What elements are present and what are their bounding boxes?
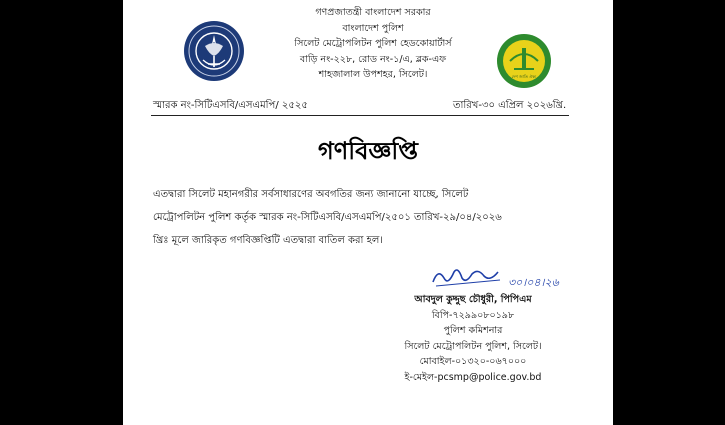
letterhead-header	[263, 5, 483, 83]
header-line-area: শাহজালাল উপশহর, সিলেট।	[318, 69, 428, 80]
header-line-address: বাড়ি নং-২২৮, রোড নং-১/এ, ব্লক-এফ	[299, 53, 447, 65]
handwritten-signature	[428, 262, 578, 292]
signature-date: ৩০।০৪।২৬	[508, 276, 559, 289]
signatory-office: সিলেট মেট্রোপলিটন পুলিশ, সিলেট।	[404, 340, 542, 352]
signatory-designation: পুলিশ কমিশনার	[443, 325, 503, 336]
signatory-name: আবদুল কুদ্দুছ চৌধুরী, পিপিএম	[414, 294, 532, 305]
notice-title: গণবিজ্ঞপ্তি	[317, 137, 419, 165]
header-line-police: বাংলাদেশ পুলিশ	[342, 22, 404, 34]
notice-body	[153, 183, 571, 252]
signatory-bp: বিপি-৭২৯৯০৮০১৯৮	[431, 309, 515, 321]
header-line-hq: সিলেট মেট্রোপলিটন পুলিশ হেডকোয়ার্টার্স	[294, 38, 452, 49]
bangladesh-police-logo	[183, 20, 245, 82]
body-line: খ্রিঃ মূলে জারিকৃত গণবিজ্ঞপ্তিটি এতদ্বারা বাতিল করা হল।	[153, 235, 383, 246]
signatory-block	[363, 292, 583, 385]
signatory-email: ই-মেইল-pcsmp@police.gov.bd	[404, 371, 542, 383]
issue-date: তারিখ-৩০ এপ্রিল ২০২৬খ্রি.	[453, 100, 567, 111]
memo-number: স্মারক নং-সিটিএসবি/এসএমপি/ ২৫২৫	[153, 100, 308, 111]
body-line: এতদ্বারা সিলেট মহানগরীর সর্বসাধারণের অবগতির জন্য জানানো যাচ্ছে, সিলেট	[153, 189, 469, 200]
emblem-motto: দেশ জাতি ঐক্য	[511, 74, 537, 79]
header-divider	[151, 115, 569, 116]
header-line-government: গণপ্রজাতন্ত্রী বাংলাদেশ সরকার	[315, 7, 431, 18]
body-line: মেট্রোপলিটন পুলিশ কর্তৃক স্মারক নং-সিটিএসবি/এসএমপি/২৫০১ তারিখ-২৯/০৪/২০২৬	[153, 212, 502, 223]
document-page	[123, 0, 613, 425]
sylhet-metropolitan-police-emblem	[496, 33, 552, 89]
signatory-mobile: মোবাইল-০১৩২০-০৬৭০০০	[419, 356, 527, 367]
